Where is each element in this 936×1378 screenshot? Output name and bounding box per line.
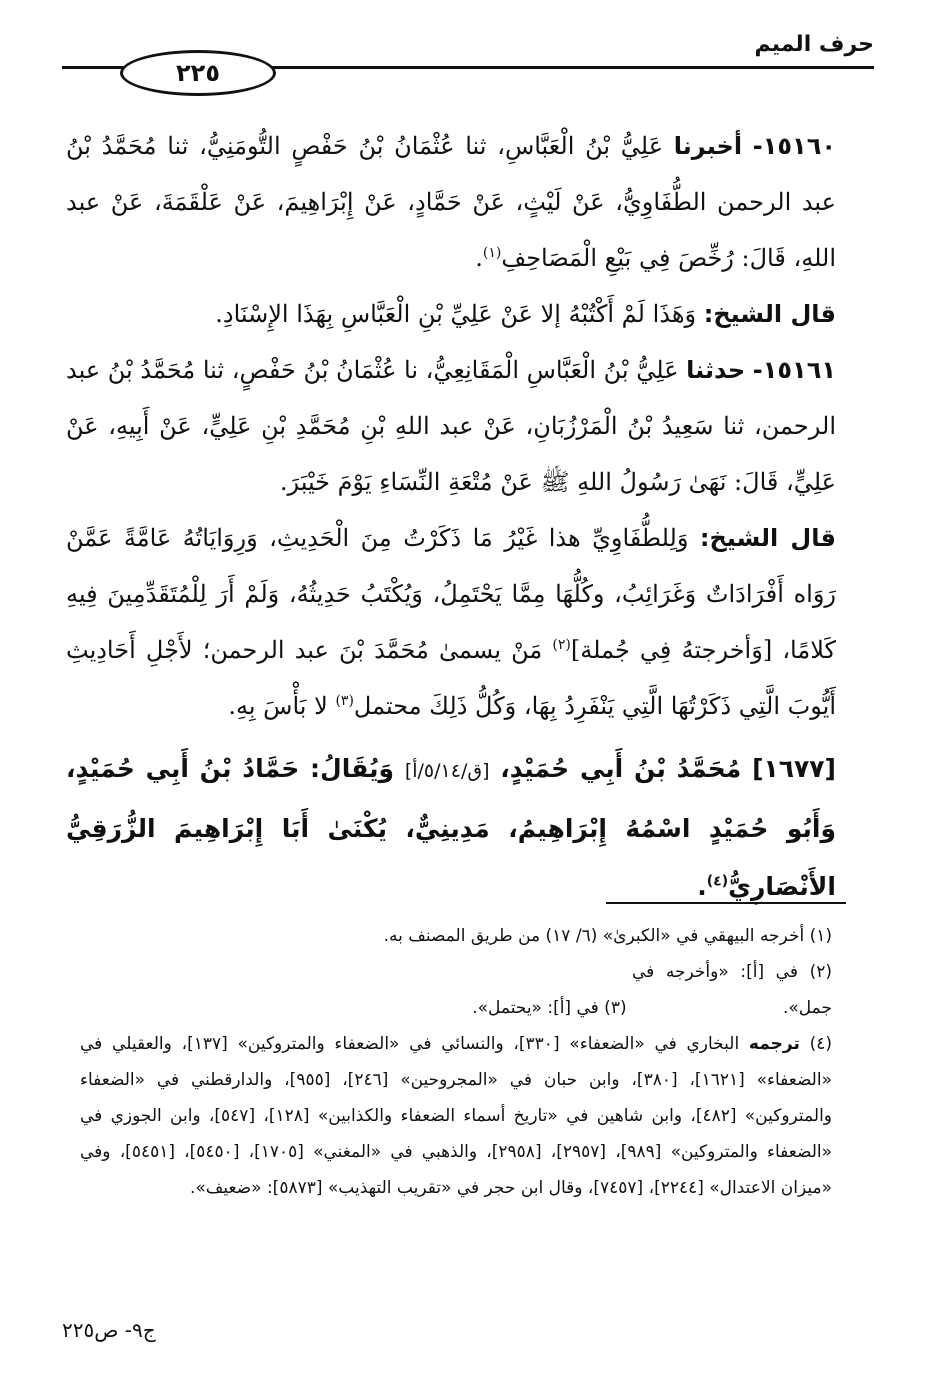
footnote-4-lead: ترجمه — [748, 1034, 800, 1054]
shaykh-comment-1 — [66, 286, 836, 342]
footnote-4 — [80, 1026, 832, 1206]
footnote-2-3 — [80, 954, 832, 1026]
manuscript-ref: [ق/٥/١٤/أ] — [404, 760, 490, 782]
footnote-2: (٢) في [أ]: «وأخرجه في جمل». — [632, 962, 832, 1018]
shaykh-text: وَهَذَا لَمْ أَكْتُبْهُ إلا عَنْ عَلِيِّ بْنِ الْعَبَّاسِ بِهَذَا الإِسْنَادِ. — [215, 300, 697, 328]
footnote-separator — [606, 902, 846, 904]
hadith-number: ١٥١٦١- — [752, 356, 836, 384]
sentence-end: . — [475, 244, 483, 272]
page-header — [62, 32, 874, 98]
page-number: ٢٢٥ — [120, 50, 276, 96]
entry-name: مُحَمَّدُ بْنُ أَبِي حُمَيْدٍ، — [500, 754, 742, 783]
entry-number: [١٦٧٧] — [752, 754, 836, 783]
sentence-end: . — [697, 872, 707, 901]
entry-text: وَيُقَالُ: حَمَّادُ بْنُ أَبِي حُمَيْدٍ، وَأَبُو حُمَيْدٍ اسْمُهُ إِبْرَاهِيمُ، مَدِينِيٌّ، يُكْنَىٰ أَبَا إِبْرَاهِيمَ الزُّرَقِيُّ الأَنْصَارِيُّ — [66, 754, 836, 901]
hadith-lead: أخبرنا — [673, 132, 743, 160]
hadith-lead: حدثنا — [686, 356, 746, 384]
shaykh-lead: قال الشيخ: — [703, 300, 836, 328]
hadith-15160 — [66, 118, 836, 286]
footnote-4-number: (٤) — [809, 1034, 832, 1054]
hadith-15161 — [66, 342, 836, 510]
footnote-4-text: البخاري في «الضعفاء» [٣٣٠]، والنسائي في «الضعفاء والمتروكين» [١٣٧]، والعقيلي في «الضعفاء» [١٦٢١]، [٣٨٠]، وابن حبان في «المجروحين» [٢٤٦]، [٩٥٥]، والدارقطني في «الضعفاء والمتروكين» [٤٨٢]، وابن شاهين في «تاريخ أسماء الضعفاء والكذابين» [١٢٨]، [٥٤٧]، وابن الجوزي في «الضعفاء والمتروكين» [٩٨٩]، [٢٩٥٧]، [٢٩٥٨]، والذهبي في «المغني» [١٧٠٥]، [٥٤٥٠]، [٥٤٥١]، وفي «ميزان الاعتدال» [٢٢٤٤]، [٧٤٥٧]، وقال ابن حجر في «تقريب التهذيب» [٥٨٧٣]: «ضعيف». — [80, 1034, 832, 1198]
biography-entry-1677 — [66, 740, 836, 916]
footnote-1: (١) أخرجه البيهقي في «الكبرىٰ» (٦/ ١٧) من طريق المصنف به. — [383, 926, 832, 946]
hadith-number: ١٥١٦٠- — [752, 132, 836, 160]
hadith-text: عَلِيُّ بْنُ الْعَبَّاسِ، ثنا عُثْمَانُ بْنُ حَفْصٍ التُّومَنِيُّ، ثنا مُحَمَّدُ بْنُ عبد الرحمن الطُّفَاوِيُّ، عَنْ لَيْثٍ، عَنْ حَمَّادٍ، عَنْ إِبْرَاهِيمَ، عَنْ عَلْقَمَةَ، عَنْ عبد اللهِ، قَالَ: رُخِّصَ فِي بَيْعِ الْمَصَاحِفِ — [66, 132, 836, 272]
volume-page-ref: ج٩- ص٢٢٥ — [62, 1318, 156, 1342]
footnotes — [80, 918, 832, 1206]
footnote-marker: (٢) — [552, 637, 571, 653]
footnote-marker: (١) — [482, 245, 502, 261]
footnote-marker: (٤) — [706, 873, 729, 890]
footnote-marker: (٣) — [335, 693, 354, 709]
hadith-text: عَلِيُّ بْنُ الْعَبَّاسِ الْمَقَانِعِيُّ، نا عُثْمَانُ بْنُ حَفْصٍ، ثنا مُحَمَّدُ بْنُ عبد الرحمن، ثنا سَعِيدُ بْنُ الْمَرْزُبَانِ، عَنْ عبد اللهِ بْنِ مُحَمَّدِ بْنِ عَلِيٍّ، عَنْ أَبِيهِ، عَنْ عَلِيٍّ، قَالَ: نَهَىٰ رَسُولُ اللهِ ﷺ عَنْ مُتْعَةِ النِّسَاءِ يَوْمَ خَيْبَرَ. — [66, 356, 836, 496]
running-head: حرف الميم — [748, 32, 874, 57]
shaykh-text: لا بَأْسَ بِهِ. — [228, 692, 328, 720]
main-text — [66, 118, 836, 916]
shaykh-lead: قال الشيخ: — [699, 524, 836, 552]
shaykh-text: وَلِلطُّفَاوِيِّ هذا غَيْرُ مَا ذَكَرْتُ مِنَ الْحَدِيثِ، وَرِوَايَاتُهُ عَامَّةً عَمَّنْ رَوَاه أَفْرَادَاتٌ وَغَرَائِبُ، وكُلُّهَا مِمَّا يَحْتَمِلُ، وَيُكْتَبُ حَدِيثُهُ، وَلَمْ أَرَ لِلْمُتَقَدِّمِينَ فِيهِ كَلامًا، [وَأخرجتهُ فِي جُملة] — [66, 524, 836, 664]
footnote-3: (٣) في [أ]: «يحتمل». — [472, 998, 627, 1018]
shaykh-comment-2 — [66, 510, 836, 734]
shaykh-text: مَنْ يسمىٰ مُحَمَّدَ بْنَ عبد الرحمن؛ لأَجْلِ أَحَادِيثِ أَيُّوبَ الَّتِي ذَكَرْتُهَا الَّتِي يَنْفَرِدُ بِهَا، وَكُلُّ ذَلِكَ محتمل — [66, 636, 836, 720]
